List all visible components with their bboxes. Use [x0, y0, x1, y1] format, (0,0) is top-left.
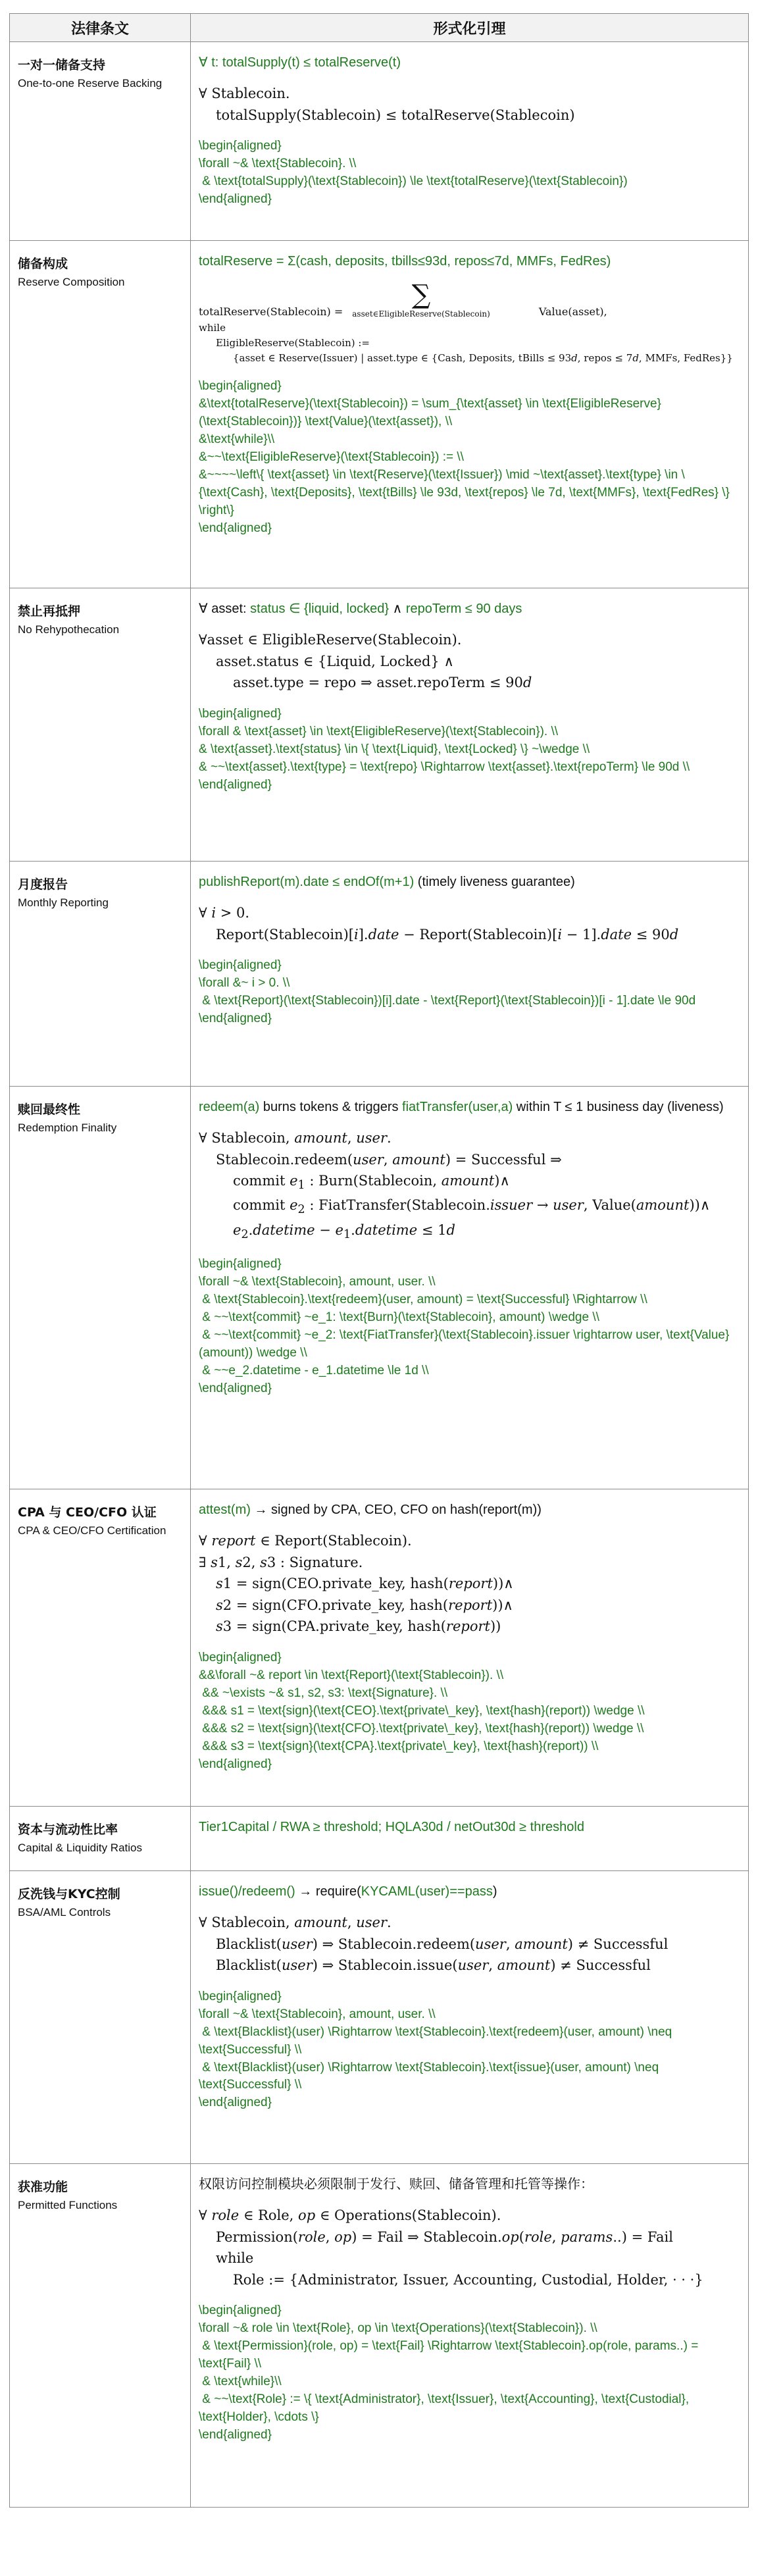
law-cell	[10, 862, 191, 1087]
table-header-row	[10, 14, 749, 42]
law-title-zh: 获准功能	[18, 2180, 68, 2194]
law-title-zh: 月度报告	[18, 877, 68, 892]
lemma-summary: publishReport(m).date ≤ endOf(m+1) (timely liveness guarantee)	[199, 875, 575, 889]
header-formal-lemma: 形式化引理	[191, 14, 749, 42]
table-row	[10, 42, 749, 241]
law-cell	[10, 42, 191, 241]
law-title-en: One-to-one Reserve Backing	[18, 77, 163, 90]
lemma-latex: \begin{aligned} \forall & \text{asset} \in \text{EligibleReserve}(\text{Stablecoin}). \\ & \text{asset}.\text{status} \in \{ \text{Liquid}, \text{Locked} \} ~\wedge \\ & ~~\text{asset}.\text{type} = \text{repo} \Rightarrow \text{asset}.\text{repoTerm} \le 90d \\ \end{aligned}	[199, 706, 690, 792]
law-title-zh: 一对一储备支持	[18, 58, 106, 72]
law-title-zh: 反洗钱与KYC控制	[18, 1887, 120, 1901]
law-title-en: Permitted Functions	[18, 2199, 118, 2211]
lemma-math: ∀ role ∈ Role, op ∈ Operations(Stablecoin). Permission(role, op) = Fail ⇒ Stablecoin.op(role, params..) = Fail while Role := {Administrator, Issuer, Accounting, Custodial, Holder, · · ·}	[199, 2207, 703, 2288]
lemma-cell	[191, 2164, 749, 2508]
lemma-math: ∀ i > 0. Report(Stablecoin)[i].date − Report(Stablecoin)[i − 1].date ≤ 90d	[199, 905, 679, 942]
table-row	[10, 1489, 749, 1807]
lemma-cell	[191, 1871, 749, 2164]
lemma-latex: \begin{aligned} &\text{totalReserve}(\text{Stablecoin}) = \sum_{\text{asset} \in \text{EligibleReserve}(\text{Stablecoin})} \text{Value}(\text{asset}), \\ &\text{while}\\ &~~\text{EligibleReserve}(\text{Stablecoin}) := \\ &~~~~\left\{ \text{asset} \in \text{Reserve}(\text{Issuer}) \mid ~\text{asset}.\text{type} \in \{\text{Cash}, \text{Deposits}, \text{tBills} \le 93d, \text{repos} \le 7d, \text{MMFs}, \text{FedRes} \} \right\} \end{aligned}	[199, 379, 730, 536]
law-cell	[10, 1087, 191, 1489]
law-title-zh: 禁止再抵押	[18, 604, 81, 619]
lemma-math: ∀ Stablecoin, amount, user. Blacklist(user) ⇒ Stablecoin.redeem(user, amount) ≠ Successful Blacklist(user) ⇒ Stablecoin.issue(user, amount) ≠ Successful	[199, 1915, 669, 1974]
lemma-math: ∀ report ∈ Report(Stablecoin). ∃ s1, s2, s3 : Signature. s1 = sign(CEO.private_key, hash(report))∧ s2 = sign(CFO.private_key, hash(report))∧ s3 = sign(CPA.private_key, hash(report))	[199, 1533, 514, 1635]
lemma-summary: issue()/redeem() → require(KYCAML(user)==pass)	[199, 1884, 497, 1899]
lemma-summary: 权限访问控制模块必须限制于发行、赎回、储备管理和托管等操作：	[199, 2177, 594, 2192]
lemma-cell	[191, 241, 749, 588]
law-cell	[10, 1489, 191, 1807]
law-title-en: Capital & Liquidity Ratios	[18, 1842, 142, 1854]
lemma-cell	[191, 1087, 749, 1489]
lemma-latex: \begin{aligned} \forall ~& \text{Stablecoin}, amount, user. \\ & \text{Stablecoin}.\text{redeem}(user, amount) = \text{Successful} \Rightarrow \\ & ~~\text{commit} ~e_1: \text{Burn}(\text{Stablecoin}, amount) \wedge \\ & ~~\text{commit} ~e_2: \text{FiatTransfer}(\text{Stablecoin}.issuer \rightarrow user, \text{Value}(amount)) \wedge \\ & ~~e_2.datetime - e_1.datetime \le 1d \\ \end{aligned}	[199, 1257, 730, 1395]
law-cell	[10, 2164, 191, 2508]
law-title-en: Redemption Finality	[18, 1121, 117, 1134]
table-row	[10, 1087, 749, 1489]
lemma-math: totalReserve(Stablecoin) = ∑ asset∈EligibleReserve(Stablecoin) Value(asset), while EligibleReserve(Stablecoin) := {asset ∈ Reserve(Issuer) | asset.type ∈ {Cash, Deposits, tBills ≤ 93d, repos ≤ 7d, MMFs, FedRes}}	[199, 280, 733, 365]
lemma-cell	[191, 42, 749, 241]
law-cell	[10, 1807, 191, 1871]
lemma-math: ∀asset ∈ EligibleReserve(Stablecoin). asset.status ∈ {Liquid, Locked} ∧ asset.type = repo ⇒ asset.repoTerm ≤ 90d	[199, 632, 532, 691]
lemma-summary: Tier1Capital / RWA ≥ threshold; HQLA30d / netOut30d ≥ threshold	[199, 1820, 584, 1834]
law-cell	[10, 588, 191, 862]
law-title-zh: 储备构成	[18, 257, 68, 271]
lemma-summary: totalReserve = Σ(cash, deposits, tbills≤93d, repos≤7d, MMFs, FedRes)	[199, 254, 611, 269]
law-title-en: CPA & CEO/CFO Certification	[18, 1524, 166, 1537]
lemma-latex: \begin{aligned} \forall ~& role \in \text{Role}, op \in \text{Operations}(\text{Stablecoin}). \\ & \text{Permission}(role, op) = \text{Fail} \Rightarrow \text{Stablecoin}.op(role, params..) = \text{Fail} \\ & \text{while}\\ & ~~\text{Role} := \{ \text{Administrator}, \text{Issuer}, \text{Accounting}, \text{Custodial}, \text{Holder}, \cdots \} \end{aligned}	[199, 2304, 699, 2442]
law-title-en: BSA/AML Controls	[18, 1906, 111, 1919]
table-row	[10, 241, 749, 588]
table-row	[10, 588, 749, 862]
lemma-cell	[191, 862, 749, 1087]
lemma-cell	[191, 588, 749, 862]
law-cell	[10, 1871, 191, 2164]
lemma-latex: \begin{aligned} &&\forall ~& report \in \text{Report}(\text{Stablecoin}). \\ && ~\exists ~& s1, s2, s3: \text{Signature}. \\ &&& s1 = \text{sign}(\text{CEO}.\text{private\_key}, \text{hash}(report)) \wedge \\ &&& s2 = \text{sign}(\text{CFO}.\text{private\_key}, \text{hash}(report)) \wedge \\ &&& s3 = \text{sign}(\text{CPA}.\text{private\_key}, \text{hash}(report)) \\ \end{aligned}	[199, 1650, 645, 1771]
lemma-math: ∀ Stablecoin, amount, user. Stablecoin.redeem(user, amount) = Successful ⇒ commit $e_1$ : Burn(Stablecoin, amount)∧ commit $e_2$ : FiatTransfer(Stablecoin.issuer → user, Value(amount))∧ $e_2.datetime$ − $e_1.datetime \le 1d$	[199, 1130, 711, 1241]
table-row	[10, 1807, 749, 1871]
law-title-zh: CPA 与 CEO/CFO 认证	[18, 1505, 157, 1520]
lemma-cell	[191, 1807, 749, 1871]
law-title-en: No Rehypothecation	[18, 623, 120, 636]
law-title-en: Reserve Composition	[18, 276, 125, 288]
law-formalization-table	[9, 13, 749, 2508]
table-row	[10, 862, 749, 1087]
table-row	[10, 2164, 749, 2508]
law-title-zh: 资本与流动性比率	[18, 1822, 118, 1837]
lemma-latex: \begin{aligned} \forall ~& \text{Stablecoin}, amount, user. \\ & \text{Blacklist}(user) \Rightarrow \text{Stablecoin}.\text{redeem}(user, amount) \neq \text{Successful} \\ & \text{Blacklist}(user) \Rightarrow \text{Stablecoin}.\text{issue}(user, amount) \neq \text{Successful} \\ \end{aligned}	[199, 1989, 672, 2110]
law-title-zh: 赎回最终性	[18, 1102, 81, 1117]
law-cell	[10, 241, 191, 588]
table-row	[10, 1871, 749, 2164]
lemma-summary: ∀ asset: status ∈ {liquid, locked} ∧ repoTerm ≤ 90 days	[199, 602, 522, 616]
lemma-latex: \begin{aligned} \forall &~ i > 0. \\ & \text{Report}(\text{Stablecoin})[i].date - \text{Report}(\text{Stablecoin})[i - 1].date \le 90d \end{aligned}	[199, 958, 696, 1025]
lemma-summary: redeem(a) burns tokens & triggers fiatTransfer(user,a) within T ≤ 1 business day (liveness)	[199, 1100, 724, 1114]
lemma-summary: attest(m) → signed by CPA, CEO, CFO on hash(report(m))	[199, 1503, 542, 1517]
header-law-text: 法律条文	[10, 14, 191, 42]
lemma-latex: \begin{aligned} \forall ~& \text{Stablecoin}. \\ & \text{totalSupply}(\text{Stablecoin}) \le \text{totalReserve}(\text{Stablecoin}) \end{aligned}	[199, 139, 628, 206]
lemma-summary: ∀ t: totalSupply(t) ≤ totalReserve(t)	[199, 55, 401, 70]
lemma-math: ∀ Stablecoin. totalSupply(Stablecoin) ≤ totalReserve(Stablecoin)	[199, 86, 575, 123]
law-title-en: Monthly Reporting	[18, 896, 109, 909]
lemma-cell	[191, 1489, 749, 1807]
